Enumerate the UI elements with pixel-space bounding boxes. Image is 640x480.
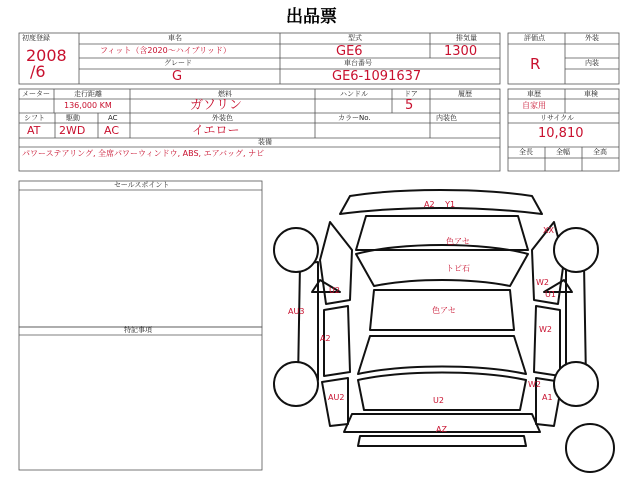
ac: AC bbox=[104, 124, 120, 137]
spare-wheel bbox=[566, 424, 614, 472]
mark-au3: AU3 bbox=[288, 307, 305, 316]
score: R bbox=[530, 55, 541, 73]
mileage-label: 走行距離 bbox=[74, 90, 102, 98]
shift: AT bbox=[27, 124, 41, 137]
color-no-label: カラーNo. bbox=[338, 114, 371, 122]
equipment: パワーステアリング, 全席パワーウィンドウ, ABS, エアバッグ, ナビ bbox=[22, 149, 265, 158]
doors: 5 bbox=[405, 98, 414, 113]
front-left-wheel bbox=[274, 228, 318, 272]
model: GE6 bbox=[336, 44, 363, 59]
color-label: 外装色 bbox=[212, 114, 233, 122]
mark-xx: XX bbox=[543, 226, 554, 235]
page-title: 出品票 bbox=[286, 7, 337, 27]
rear-right-wheel bbox=[554, 362, 598, 406]
mark-az: AZ bbox=[436, 425, 447, 434]
first-reg-label: 初度登録 bbox=[22, 34, 50, 42]
mark-w2-right-mid: W2 bbox=[539, 325, 552, 334]
recycle: 10,810 bbox=[538, 126, 584, 141]
color: イエロー bbox=[192, 123, 240, 137]
full-width-label: 全幅 bbox=[556, 148, 570, 156]
full-length-label: 全長 bbox=[519, 148, 533, 156]
mark-front-top: A2 Y1 bbox=[424, 200, 456, 209]
mark-body-center: 色アセ bbox=[432, 306, 456, 315]
car-category-label: 車歴 bbox=[527, 90, 541, 98]
first-reg-year: 2008 bbox=[26, 46, 67, 65]
grade: G bbox=[172, 69, 183, 84]
fuel-label: 燃料 bbox=[218, 90, 232, 98]
score-label: 評価点 bbox=[524, 34, 545, 42]
doors-label: ドア bbox=[404, 90, 418, 98]
meter-label: メーター bbox=[22, 90, 50, 98]
notes-label: 特記事項 bbox=[124, 326, 152, 334]
chassis-label: 車台番号 bbox=[344, 59, 372, 67]
mark-roof: トビ石 bbox=[446, 264, 470, 273]
displacement: 1300 bbox=[444, 44, 478, 59]
mark-au2: AU2 bbox=[328, 393, 345, 402]
sales-points-label: セールスポイント bbox=[114, 181, 170, 189]
drive-label: 駆動 bbox=[66, 114, 80, 122]
car-name-label: 車名 bbox=[168, 34, 182, 42]
car-type-label: 車検 bbox=[584, 90, 598, 98]
interior-label: 内装 bbox=[585, 59, 599, 67]
interior-color-label: 内装色 bbox=[436, 114, 457, 122]
mark-w2-right-bottom: W2 bbox=[528, 380, 541, 389]
history-label: 履歴 bbox=[458, 90, 472, 98]
grade-label: グレード bbox=[164, 59, 192, 67]
mark-a1: A1 bbox=[542, 393, 553, 402]
car-category: 自家用 bbox=[522, 101, 546, 110]
drive: 2WD bbox=[59, 124, 86, 137]
front-right-wheel bbox=[554, 228, 598, 272]
displacement-label: 排気量 bbox=[456, 34, 477, 42]
mark-u1: U1 bbox=[545, 290, 556, 299]
exterior-label: 外装 bbox=[585, 34, 599, 42]
mark-a2-left: A2 bbox=[320, 334, 331, 343]
shift-label: シフト bbox=[24, 114, 45, 122]
fuel: ガソリン bbox=[190, 98, 243, 113]
rear-left-wheel bbox=[274, 362, 318, 406]
first-reg-month: /6 bbox=[30, 62, 46, 81]
equipment-label: 装備 bbox=[258, 138, 272, 146]
chassis: GE6-1091637 bbox=[332, 69, 422, 84]
full-height-label: 全高 bbox=[593, 148, 607, 156]
mark-u2-left: U2 bbox=[329, 286, 340, 295]
car-name: フィット（含2020～ハイブリッド） bbox=[100, 46, 231, 55]
recycle-label: リサイクル bbox=[540, 114, 575, 122]
ac-label: AC bbox=[108, 114, 118, 122]
handle-label: ハンドル bbox=[340, 90, 368, 98]
model-label: 型式 bbox=[348, 34, 362, 42]
mark-hood: 色アセ bbox=[446, 237, 470, 246]
mileage: 136,000 KM bbox=[64, 101, 112, 110]
mark-u2-rear: U2 bbox=[433, 396, 444, 405]
mark-w2-right-top: W2 bbox=[536, 278, 549, 287]
